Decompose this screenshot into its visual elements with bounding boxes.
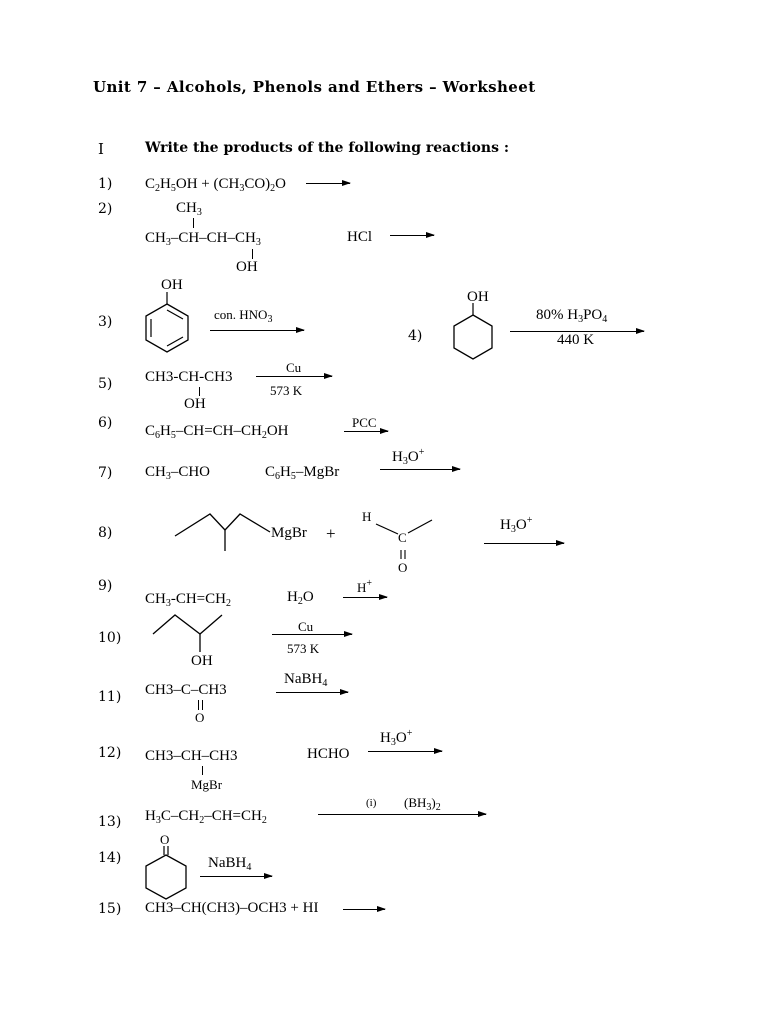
reaction-8-arrow xyxy=(484,543,564,544)
reaction-10-arrow xyxy=(272,634,352,635)
alkyl-chain-icon xyxy=(170,508,270,558)
reaction-6-arrow xyxy=(344,431,388,432)
reaction-8-aldehyde-h: H xyxy=(362,509,372,524)
reaction-5-arrow xyxy=(256,376,332,377)
reaction-8-aldehyde-c: C xyxy=(398,530,407,545)
reaction-6-number: 6) xyxy=(98,415,113,431)
benzene-ring-icon xyxy=(140,290,200,360)
reaction-14-arrow xyxy=(200,876,272,877)
reaction-8-grignard: MgBr xyxy=(271,525,307,541)
reaction-11-reagent: NaBH$_4$ xyxy=(284,671,328,689)
reaction-2-reactant: $CH_3-CH-CH-CH_3$ xyxy=(145,230,261,248)
reaction-5-reagent-bottom: 573 K xyxy=(270,383,303,398)
cyclohexane-ring-icon xyxy=(447,303,499,363)
reaction-5-bond xyxy=(199,387,200,396)
reaction-14-reagent: NaBH$_4$ xyxy=(208,855,252,873)
reaction-11-number: 11) xyxy=(98,689,122,705)
worksheet-title: Unit 7 – Alcohols, Phenols and Ethers – Worksheet xyxy=(93,78,536,96)
reaction-5-hydroxyl: OH xyxy=(184,396,206,412)
reaction-2-reagent: HCl xyxy=(347,229,373,245)
reaction-2-hydroxyl: OH xyxy=(236,259,258,275)
isopropyl-skeleton-icon xyxy=(150,612,240,656)
reaction-7-condition: $H_3O^+$ xyxy=(392,447,425,467)
reaction-4-reagent-top: 80% $H_3PO_4$ xyxy=(536,307,608,325)
reaction-13-arrow xyxy=(318,814,486,815)
reaction-1-reactants: $C_2H_5OH + (CH_3CO)_2O$ xyxy=(145,176,287,194)
reaction-5-reactant: CH3-CH-CH3 xyxy=(145,369,233,385)
reaction-10-hydroxyl: OH xyxy=(191,653,213,669)
reaction-12-reactant: CH3–CH–CH3 xyxy=(145,748,238,764)
reaction-9-reagent: $H_2O$ xyxy=(287,589,314,607)
reaction-7-reagent: $C_6H_5$–MgBr xyxy=(265,464,340,482)
reaction-4-hydroxyl: OH xyxy=(467,289,489,305)
reaction-3-arrow xyxy=(210,330,304,331)
reaction-2-bond-top xyxy=(193,218,194,228)
reaction-12-condition: $H_3O^+$ xyxy=(380,728,413,748)
reaction-8-number: 8) xyxy=(98,525,113,541)
reaction-10-number: 10) xyxy=(98,630,122,646)
reaction-14-oxygen: O xyxy=(160,832,170,847)
reaction-12-grignard: MgBr xyxy=(191,777,223,792)
reaction-13-number: 13) xyxy=(98,814,122,830)
reaction-8-aldehyde-o: O xyxy=(398,560,408,575)
reaction-11-reactant: CH3–C–CH3 xyxy=(145,682,227,698)
reaction-6-reactant: $C_6H_5-CH=CH-CH_2OH$ xyxy=(145,423,289,441)
cyclohexanone-ring-icon xyxy=(143,846,195,902)
reaction-12-arrow xyxy=(368,751,442,752)
reaction-11-oxygen: O xyxy=(195,710,205,725)
reaction-15-reactants: CH3–CH(CH3)–OCH3 + HI xyxy=(145,900,319,916)
reaction-12-number: 12) xyxy=(98,745,122,761)
reaction-10-reagent-bottom: 573 K xyxy=(287,641,320,656)
reaction-8-condition: $H_3O^+$ xyxy=(500,515,533,535)
reaction-11-arrow xyxy=(276,692,348,693)
reaction-8-plus: + xyxy=(326,524,336,543)
reaction-5-reagent-top: Cu xyxy=(286,360,302,375)
reaction-2-arrow xyxy=(390,235,434,236)
reaction-3-hydroxyl: OH xyxy=(161,277,183,293)
reaction-7-number: 7) xyxy=(98,465,113,481)
reaction-3-number: 3) xyxy=(98,314,113,330)
reaction-4-number: 4) xyxy=(408,328,423,344)
reaction-12-bond xyxy=(202,766,203,775)
reaction-2-bond-bottom xyxy=(252,249,253,259)
reaction-9-arrow xyxy=(343,597,387,598)
reaction-13-step: (i) xyxy=(366,797,377,809)
reaction-15-arrow xyxy=(343,909,385,910)
reaction-14-number: 14) xyxy=(98,850,122,866)
reaction-11-double-bond-b xyxy=(202,700,203,710)
reaction-10-reagent-top: Cu xyxy=(298,619,314,634)
reaction-6-reagent: PCC xyxy=(352,415,377,430)
reaction-11-double-bond-a xyxy=(198,700,199,710)
reaction-2-number: 2) xyxy=(98,201,113,217)
section-number: I xyxy=(98,140,104,158)
reaction-15-number: 15) xyxy=(98,901,122,917)
reaction-13-reagent: $(BH_3)_2$ xyxy=(404,795,441,813)
reaction-5-number: 5) xyxy=(98,376,113,392)
reaction-4-reagent-bottom: 440 K xyxy=(557,332,595,348)
reaction-7-arrow xyxy=(380,469,460,470)
section-instruction: Write the products of the following reactions : xyxy=(145,140,509,156)
reaction-1-arrow xyxy=(306,183,350,184)
reaction-1-number: 1) xyxy=(98,176,113,192)
reaction-13-reactant: $H_3C-CH_2-CH=CH_2$ xyxy=(145,808,267,826)
reaction-12-reagent: HCHO xyxy=(307,746,350,762)
reaction-9-reactant: $CH_3-CH=CH_2$ xyxy=(145,591,231,609)
reaction-2-methyl: $CH_3$ xyxy=(176,200,202,218)
reaction-9-number: 9) xyxy=(98,578,113,594)
reaction-9-condition: H+ xyxy=(357,578,373,595)
reaction-3-reagent: con. $HNO_3$ xyxy=(214,307,273,325)
reaction-7-reactant: $CH_3$–CHO xyxy=(145,464,211,482)
